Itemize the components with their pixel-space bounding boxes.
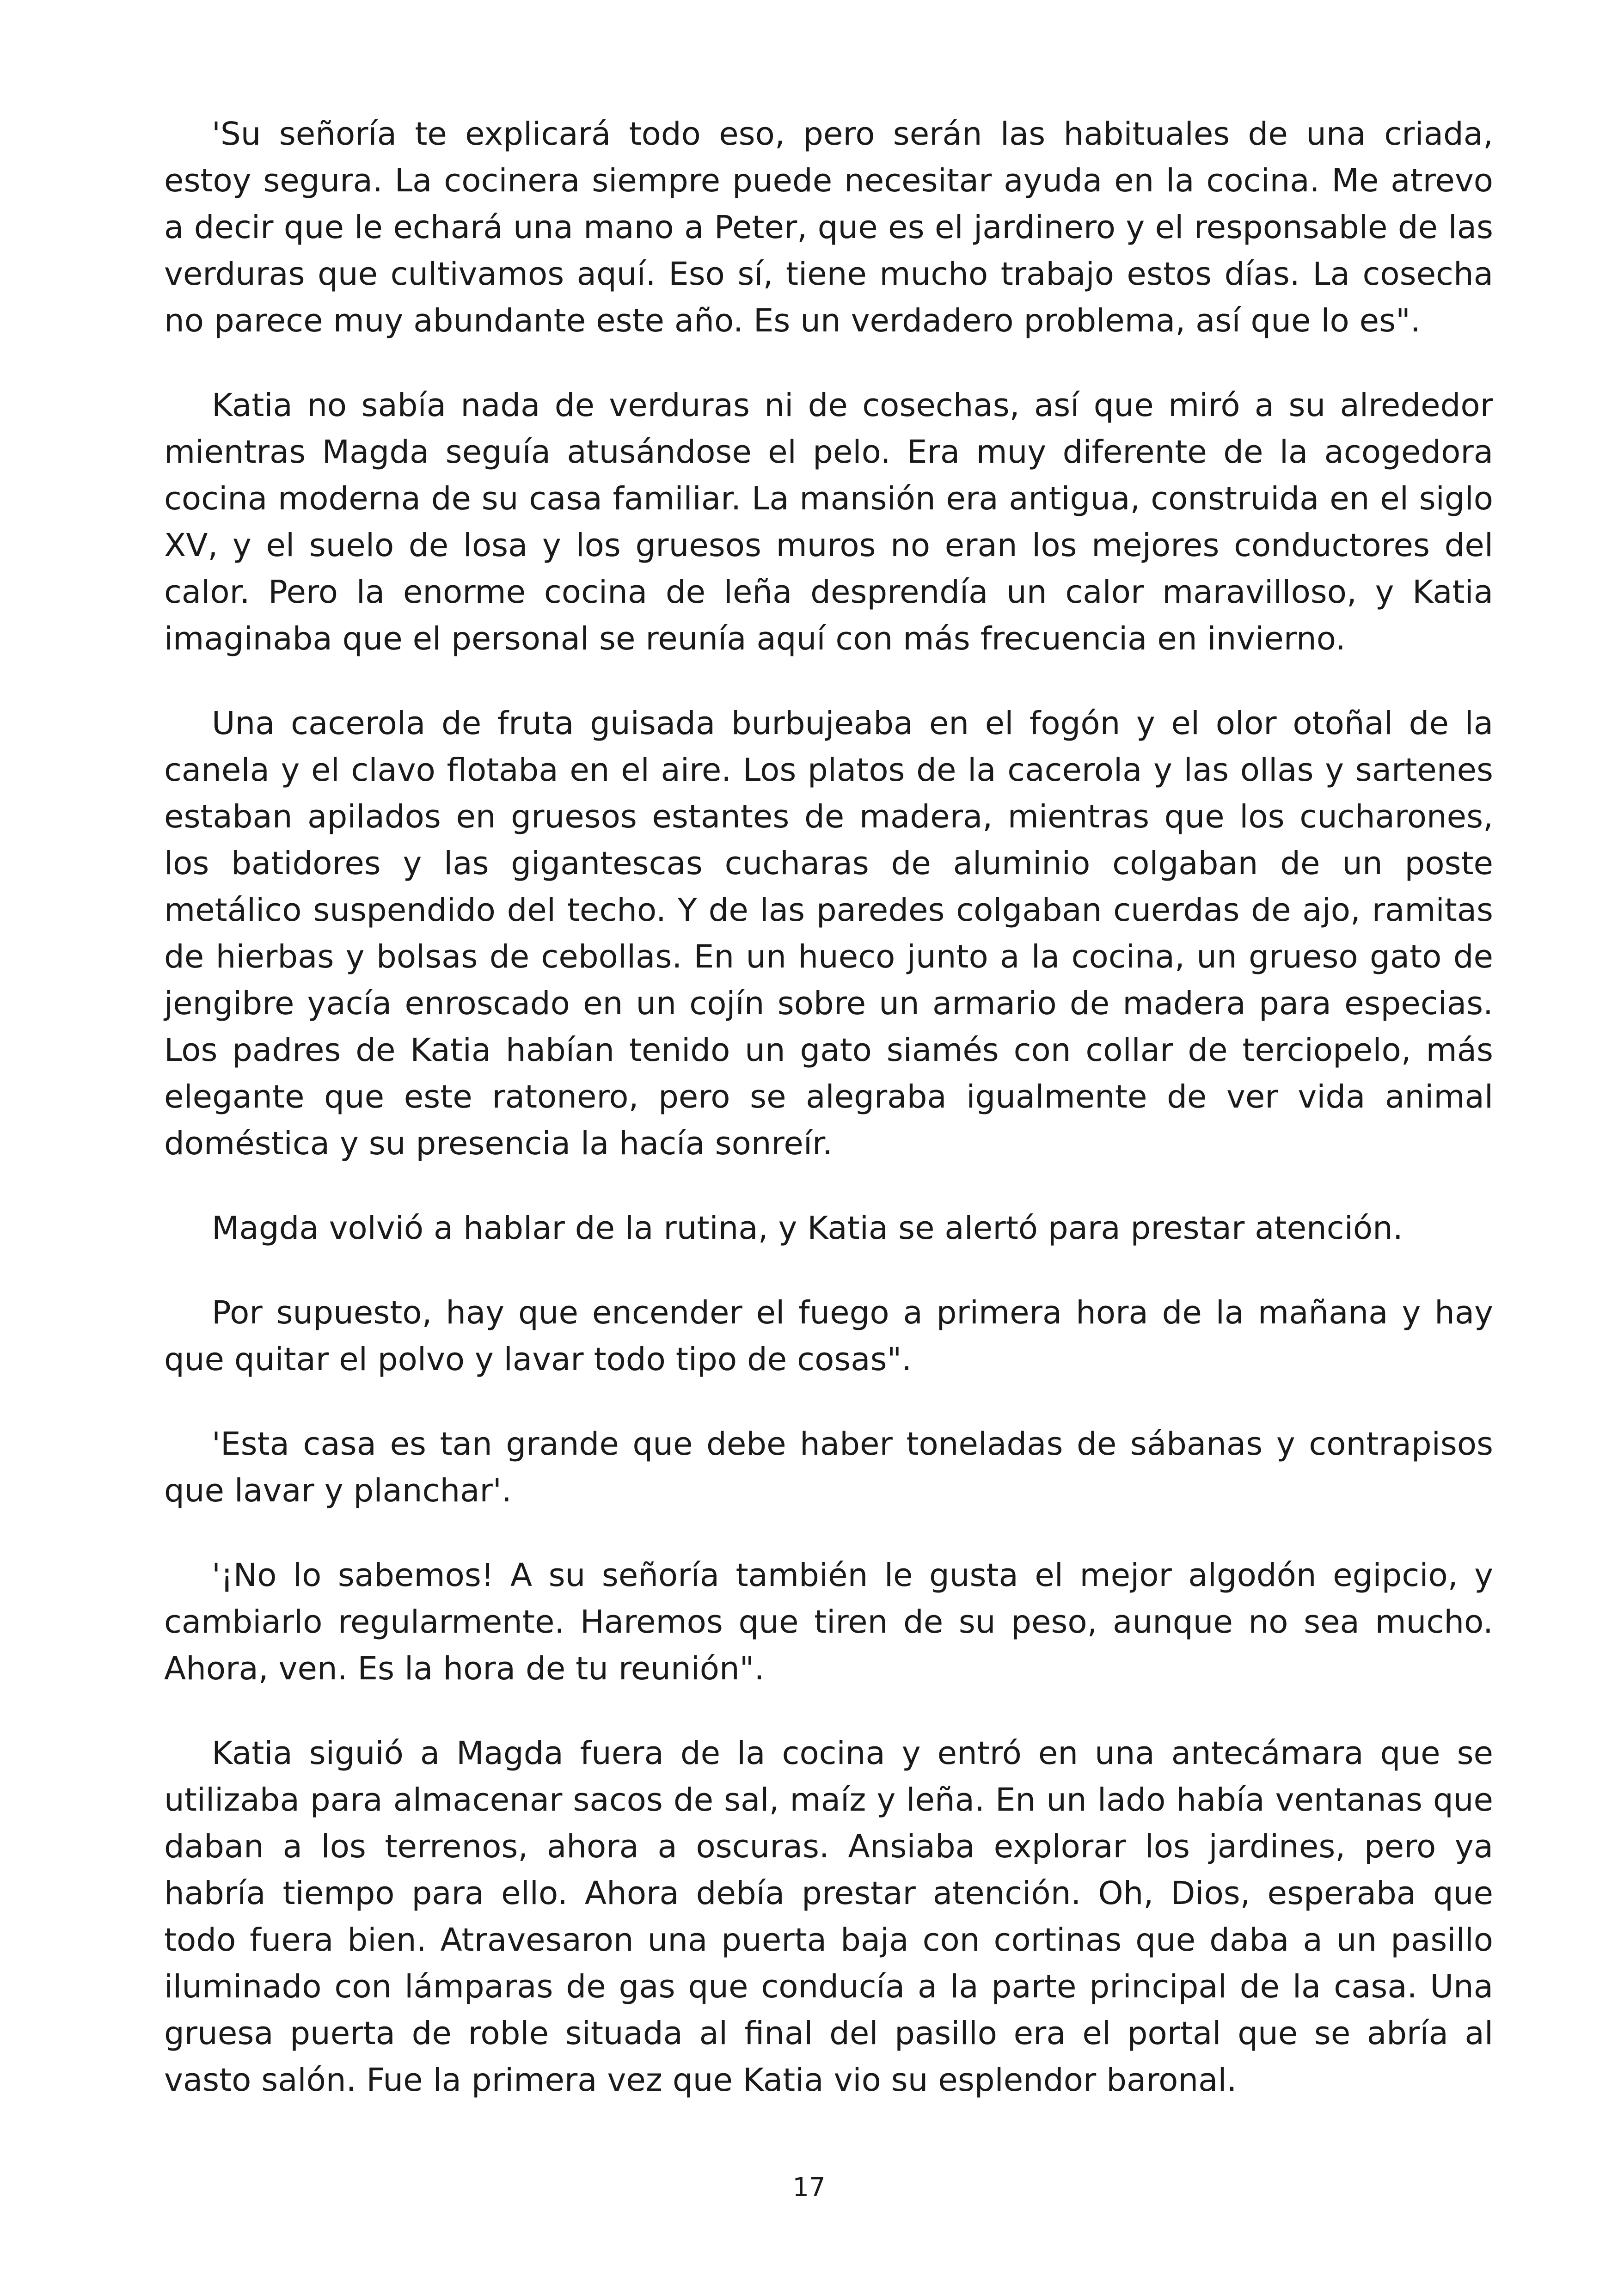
paragraph: 'Esta casa es tan grande que debe haber toneladas de sábanas y contrapisos que lavar y planchar'. [164, 1426, 1493, 1509]
paragraph: Una cacerola de fruta guisada burbujeaba en el fogón y el olor otoñal de la canela y el clavo flotaba en el aire. Los platos de la cacerola y las ollas y sartenes estaban apilados en gruesos estantes de madera, mientras que los cucharones, los batidores y las gigantescas cucharas de aluminio colgaban de un poste metálico suspendido del techo. Y de las paredes colgaban cuerdas de ajo, ramitas de hierbas y bolsas de cebollas. En un hueco junto a la cocina, un grueso gato de jengibre yacía enroscado en un cojín sobre un armario de madera para especias. Los padres de Katia habían tenido un gato siamés con collar de terciopelo, más elegante que este ratonero, pero se alegraba igualmente de ver vida animal doméstica y su presencia la hacía sonreír. [164, 705, 1493, 1162]
paragraph: Por supuesto, hay que encender el fuego a primera hora de la mañana y hay que quitar el polvo y lavar todo tipo de cosas". [164, 1294, 1493, 1378]
paragraph: Katia no sabía nada de verduras ni de cosechas, así que miró a su alrededor mientras Magda seguía atusándose el pelo. Era muy diferente de la acogedora cocina moderna de su casa familiar. La mansión era antigua, construida en el siglo XV, y el suelo de losa y los gruesos muros no eran los mejores conductores del calor. Pero la enorme cocina de leña desprendía un calor maravilloso, y Katia imaginaba que el personal se reunía aquí con más frecuencia en invierno. [164, 387, 1493, 657]
paragraph: 'Su señoría te explicará todo eso, pero serán las habituales de una criada, estoy segura. La cocinera siempre puede necesitar ayuda en la cocina. Me atrevo a decir que le echará una mano a Peter, que es el jardinero y el responsable de las verduras que cultivamos aquí. Eso sí, tiene mucho trabajo estos días. La cosecha no parece muy abundante este año. Es un verdadero problema, así que lo es". [164, 116, 1493, 339]
paragraph: Magda volvió a hablar de la rutina, y Katia se alertó para prestar atención. [212, 1210, 1403, 1247]
body-text [164, 111, 1493, 2142]
paragraph: Katia siguió a Magda fuera de la cocina y entró en una antecámara que se utilizaba para almacenar sacos de sal, maíz y leña. En un lado había ventanas que daban a los terrenos, ahora a oscuras. Ansiaba explorar los jardines, pero ya habría tiempo para ello. Ahora debía prestar atención. Oh, Dios, esperaba que todo fuera bien. Atravesaron una puerta baja con cortinas que daba a un pasillo iluminado con lámparas de gas que conducía a la parte principal de la casa. Una gruesa puerta de roble situada al final del pasillo era el portal que se abría al vasto salón. Fue la primera vez que Katia vio su esplendor baronal. [164, 1735, 1493, 2099]
paragraph: '¡No lo sabemos! A su señoría también le gusta el mejor algodón egipcio, y cambiarlo regularmente. Haremos que tiren de su peso, aunque no sea mucho. Ahora, ven. Es la hora de tu reunión". [164, 1557, 1493, 1687]
page-number: 17 [792, 2173, 826, 2203]
